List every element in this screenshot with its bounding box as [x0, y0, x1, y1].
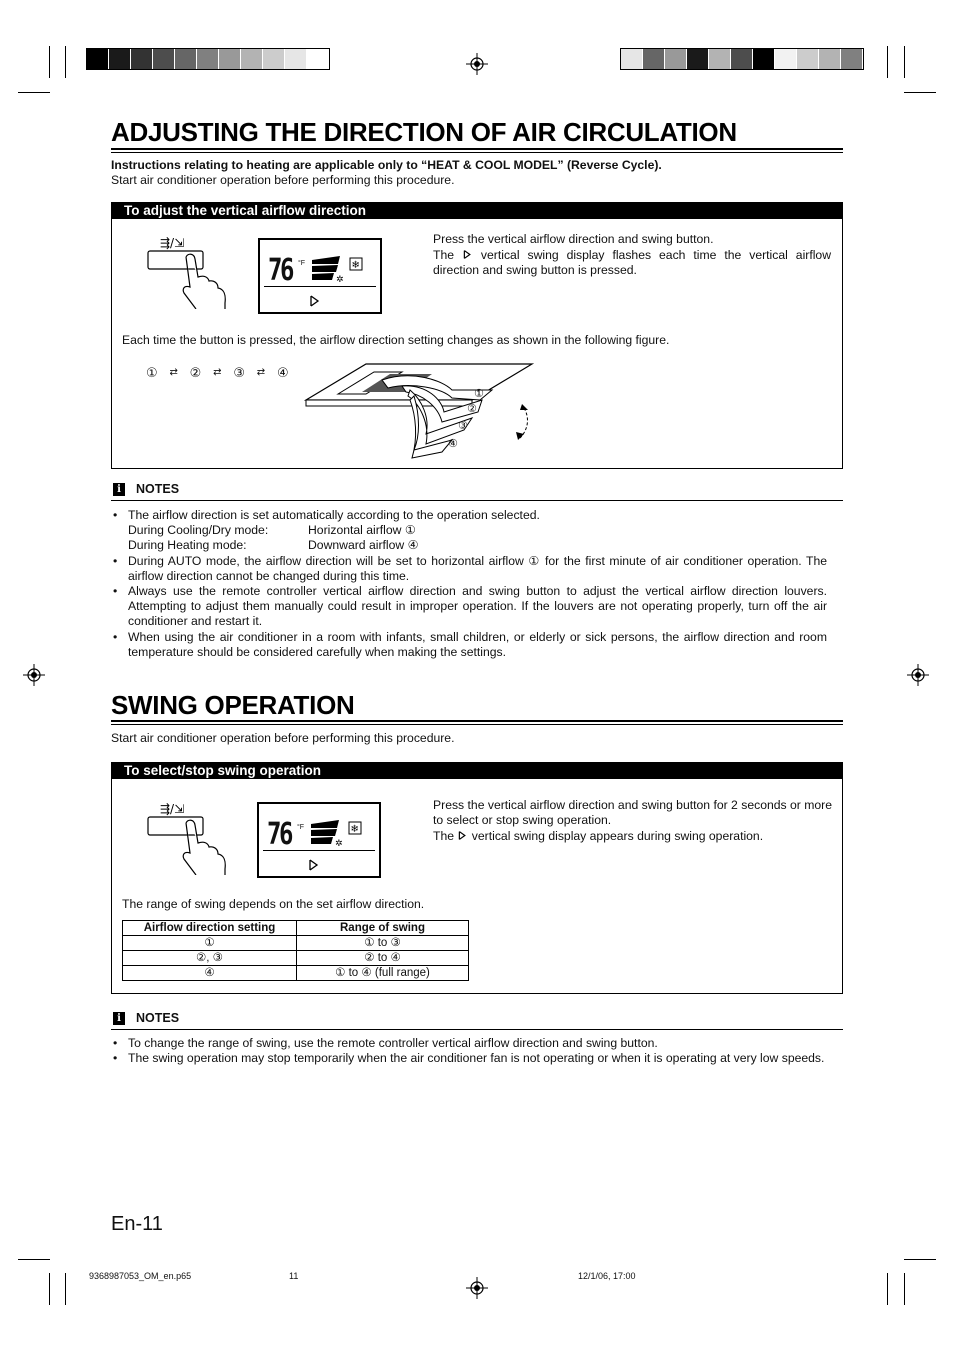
cycle-arrows-icon: ⇄ — [169, 367, 178, 378]
notes-label: NOTES — [136, 482, 180, 496]
intro-text: Start air conditioner operation before performing this procedure. — [111, 731, 455, 745]
svg-text:✲: ✲ — [335, 838, 343, 848]
color-swatch — [307, 49, 329, 69]
svg-text:⇶/⇲: ⇶/⇲ — [160, 236, 185, 250]
cycle-arrows-icon: ⇄ — [256, 367, 266, 378]
color-bar-left — [86, 48, 330, 70]
title-rule — [111, 152, 843, 153]
figure-label: ③ — [458, 420, 468, 432]
footer-file: 9368987053_OM_en.p65 — [89, 1271, 192, 1281]
table-row — [123, 966, 469, 981]
color-swatch — [665, 49, 687, 69]
sequence-item: ① — [146, 365, 158, 380]
temp-digits: 76 — [268, 253, 293, 288]
note-text: When using the air conditioner in a room with infants, small children, or elderly or sick persons, the airflow direction and room temperature should be considered carefully when making the settings. — [128, 629, 827, 659]
sequence-item: ② — [189, 365, 202, 380]
box-title: To adjust the vertical airflow direction — [112, 203, 842, 219]
mode-label: During Heating mode: — [128, 538, 247, 553]
registration-mark-icon — [23, 664, 45, 686]
table-header: Airflow direction setting — [123, 921, 297, 936]
color-swatch — [819, 49, 841, 69]
note-text: Always use the remote controller vertical airflow direction and swing button to adjust the vertical airflow direction louvers. Attempting to adjust them manually could result in improper operation. If the louvers are not operating properly, turn off the air conditioner and restart it. — [128, 584, 827, 629]
table-row — [123, 951, 469, 966]
figure-label: ④ — [448, 438, 458, 450]
remote-button-press-icon — [146, 233, 232, 309]
table-cell: ① to ③ — [297, 936, 469, 951]
color-swatch — [841, 49, 863, 69]
registration-mark-icon — [907, 664, 929, 686]
note-text: During AUTO mode, the airflow direction will be set to horizontal airflow ① for the first minute of air conditioner operation. The airflow direction cannot be changed during this time. — [128, 553, 827, 583]
instruction-2 — [433, 829, 833, 844]
footer-page: 11 — [289, 1271, 299, 1281]
display-divider — [264, 286, 376, 287]
instruction-2 — [433, 248, 831, 278]
table-cell: ② to ④ — [297, 951, 469, 966]
notes-list — [111, 508, 827, 660]
note-item — [111, 554, 827, 584]
swing-indicator-icon — [462, 249, 473, 260]
color-swatch — [197, 49, 219, 69]
title-rule — [111, 720, 843, 722]
color-swatch — [797, 49, 819, 69]
instruction-1: Press the vertical airflow direction and swing button. — [433, 232, 714, 246]
display-panel — [258, 238, 382, 314]
title-rule — [111, 724, 843, 725]
svg-text:❄: ❄ — [350, 824, 359, 835]
color-swatch — [709, 49, 731, 69]
cycle-arrows-icon: ⇄ — [213, 367, 222, 378]
color-swatch — [109, 49, 131, 69]
info-icon: i — [113, 1012, 125, 1025]
swing-indicator-icon — [308, 294, 322, 308]
swing-range-table — [122, 920, 469, 981]
color-swatch — [175, 49, 197, 69]
table-cell: ④ — [123, 966, 297, 981]
color-swatch — [241, 49, 263, 69]
table-row — [123, 936, 469, 951]
notes-header — [111, 1011, 843, 1030]
svg-text:✲: ✲ — [336, 274, 344, 284]
registration-mark-icon — [466, 1277, 488, 1299]
temp-unit: °F — [297, 824, 305, 831]
figure-label: ② — [467, 403, 477, 415]
notes-list — [111, 1036, 827, 1066]
color-swatch — [643, 49, 665, 69]
mode-value: Downward airflow ④ — [308, 538, 419, 553]
cycle-description: Each time the button is pressed, the airflow direction setting changes as shown in the following figure. — [122, 333, 670, 347]
temp-digits: 76 — [267, 817, 292, 852]
instruction-2-post: vertical swing display appears during swing operation. — [471, 829, 764, 843]
heating-note: Instructions relating to heating are applicable only to “HEAT & COOL MODEL” (Reverse Cycle). — [111, 158, 662, 172]
swing-indicator-icon — [307, 858, 321, 872]
note-item — [111, 630, 827, 660]
display-divider — [263, 850, 375, 851]
instruction-1: Press the vertical airflow direction and swing button for 2 seconds or more to select or stop swing operation. — [433, 798, 832, 827]
note-item — [111, 508, 827, 554]
instruction-2-pre: The — [433, 829, 455, 843]
note-item — [111, 584, 827, 630]
info-icon: i — [113, 483, 125, 496]
cassette-airflow-illustration — [302, 360, 552, 460]
table-cell: ②, ③ — [123, 951, 297, 966]
color-swatch — [621, 49, 643, 69]
temp-unit: °F — [298, 260, 306, 267]
color-swatch — [153, 49, 175, 69]
figure-label: ① — [474, 388, 484, 400]
table-header: Range of swing — [297, 921, 469, 936]
intro-text: Start air conditioner operation before performing this procedure. — [111, 173, 455, 187]
note-item — [111, 1036, 827, 1051]
title-rule — [111, 148, 843, 150]
instruction-2-pre: The — [433, 248, 455, 262]
color-swatch — [285, 49, 307, 69]
color-bar-right — [620, 48, 864, 70]
fan-level-icon — [311, 820, 371, 848]
section-title: ADJUSTING THE DIRECTION OF AIR CIRCULATION — [111, 117, 737, 147]
note-item — [111, 1051, 827, 1066]
table-header-row — [123, 921, 469, 936]
box-title: To select/stop swing operation — [112, 763, 842, 779]
color-swatch — [87, 49, 109, 69]
mode-label: During Cooling/Dry mode: — [128, 523, 269, 538]
color-swatch — [775, 49, 797, 69]
display-panel — [257, 802, 381, 878]
notes-header — [111, 482, 843, 501]
color-swatch — [687, 49, 709, 69]
note-text: The swing operation may stop temporarily when the air conditioner fan is not operating or when it is operating at very low speeds. — [128, 1051, 825, 1066]
color-swatch — [263, 49, 285, 69]
color-swatch — [753, 49, 775, 69]
note-text: To change the range of swing, use the remote controller vertical airflow direction and swing button. — [128, 1036, 658, 1050]
note-text: The airflow direction is set automatically according to the operation selected. — [128, 508, 540, 522]
table-cell: ① to ④ (full range) — [297, 966, 469, 981]
sequence-item: ④ — [276, 365, 289, 380]
direction-sequence — [146, 365, 289, 381]
notes-label: NOTES — [136, 1011, 180, 1025]
color-swatch — [219, 49, 241, 69]
page-number: En-11 — [111, 1213, 163, 1235]
mode-table — [128, 523, 827, 553]
remote-button-press-icon — [146, 799, 232, 875]
color-swatch — [731, 49, 753, 69]
registration-mark-icon — [466, 53, 488, 75]
instruction-2-post: vertical swing display flashes each time the vertical airflow direction and swing button is pressed. — [433, 248, 832, 277]
mode-value: Horizontal airflow ① — [308, 523, 416, 538]
color-swatch — [131, 49, 153, 69]
table-cell: ① — [123, 936, 297, 951]
footer-date: 12/1/06, 17:00 — [578, 1271, 636, 1281]
svg-text:❄: ❄ — [351, 260, 360, 271]
swing-indicator-icon — [457, 830, 468, 841]
range-description: The range of swing depends on the set airflow direction. — [122, 897, 425, 911]
svg-text:⇶/⇲: ⇶/⇲ — [160, 802, 185, 816]
sequence-item: ③ — [233, 365, 245, 380]
fan-level-icon — [312, 256, 372, 284]
section-title: SWING OPERATION — [111, 690, 355, 720]
